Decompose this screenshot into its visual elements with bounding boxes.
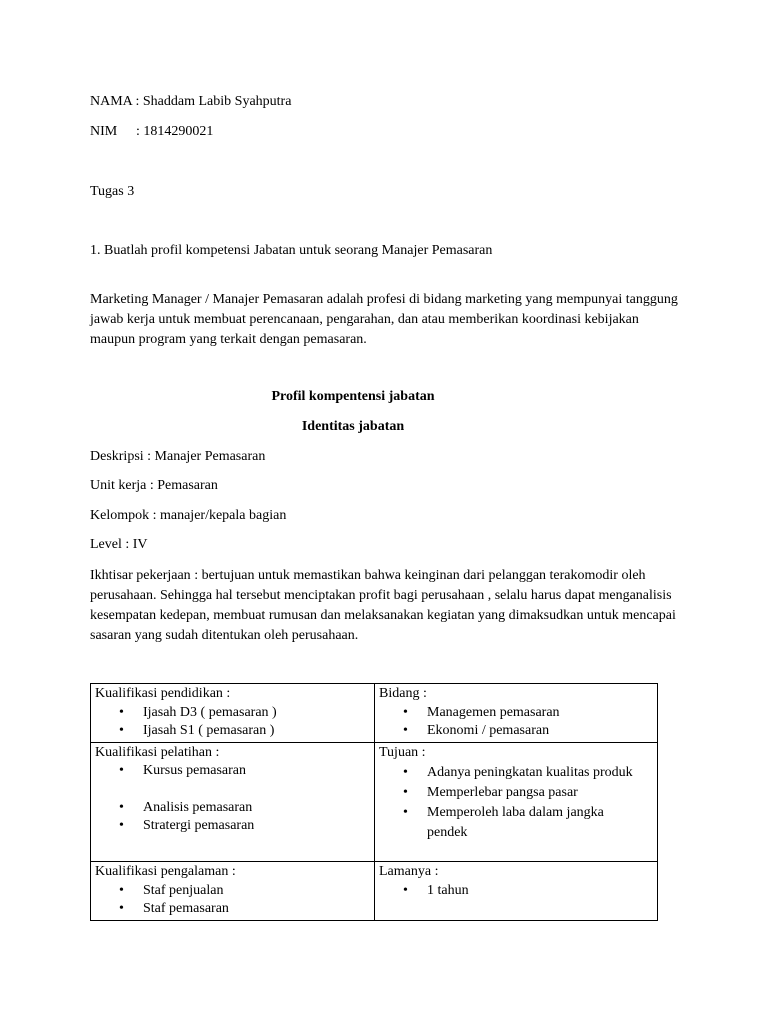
pelatihan-list-cont	[95, 799, 370, 836]
list-item: • Ijasah S1 ( pemasaran )	[143, 722, 370, 741]
list-item: • Memperlebar pangsa pasar	[427, 783, 653, 803]
list-item: • Staf penjualan	[143, 882, 370, 901]
bidang-label: Bidang :	[379, 686, 427, 701]
list-item: • Adanya peningkatan kualitas produk	[427, 763, 653, 783]
pelatihan-list	[95, 762, 370, 781]
tujuan-list	[379, 763, 653, 843]
list-item: • Ijasah D3 ( pemasaran )	[143, 704, 370, 723]
competency-table	[90, 683, 658, 921]
cell-tujuan	[375, 742, 658, 862]
bidang-list	[379, 704, 653, 741]
identity-kelompok: Kelompok : manajer/kepala bagian	[90, 508, 287, 523]
list-item: • 1 tahun	[427, 882, 653, 901]
table-row	[91, 742, 658, 862]
section-title-identitas: Identitas jabatan	[301, 419, 405, 434]
question-text: 1. Buatlah profil kompetensi Jabatan untuk seorang Manajer Pemasaran	[90, 243, 493, 258]
cell-lamanya	[375, 862, 658, 921]
pengalaman-list	[95, 882, 370, 919]
list-item: • Memperoleh laba dalam jangka pendek	[427, 803, 627, 843]
ikhtisar-label: Ikhtisar pekerjaan	[90, 568, 191, 583]
list-item: • Ekonomi / pemasaran	[427, 722, 653, 741]
identity-deskripsi: Deskripsi : Manajer Pemasaran	[90, 449, 266, 464]
ikhtisar-paragraph	[90, 566, 680, 646]
assignment-title: Tugas 3	[90, 184, 135, 199]
cell-bidang	[375, 684, 658, 743]
identity-unit-kerja: Unit kerja : Pemasaran	[90, 478, 218, 493]
student-name: NAMA : Shaddam Labib Syahputra	[90, 94, 292, 109]
identity-level: Level : IV	[90, 537, 148, 552]
nim-label: NIM	[90, 124, 118, 139]
pendidikan-list	[95, 704, 370, 741]
pelatihan-label: Kualifikasi pelatihan :	[95, 744, 220, 760]
ikhtisar-text: : bertujuan untuk memastikan bahwa keinginan dari pelanggan terakomodir oleh perusahaan. Sehingga hal tersebut menciptakan profit bagi perusahaan , selalu harus dapat menganalisis kesempatan kedepan, membuat rumusan dan melaksanakan kegiatan yang dimaksudkan untuk mencapai sasaran yang sudah ditentukan oleh perusahaan.	[90, 568, 676, 643]
section-title-profil: Profil kompentensi jabatan	[271, 389, 435, 404]
table-row	[91, 862, 658, 921]
lamanya-list	[379, 882, 653, 901]
list-item: • Kursus pemasaran	[143, 762, 370, 781]
student-nim	[90, 122, 213, 142]
cell-pengalaman	[91, 862, 375, 921]
lamanya-label: Lamanya :	[379, 864, 439, 879]
nim-value: : 1814290021	[136, 124, 214, 139]
list-item: • Analisis pemasaran	[143, 799, 370, 818]
pengalaman-label: Kualifikasi pengalaman :	[95, 864, 236, 879]
intro-paragraph: Marketing Manager / Manajer Pemasaran adalah profesi di bidang marketing yang mempunyai tanggung jawab kerja untuk membuat perencanaan, pengarahan, dan atau memberikan koordinasi kebijakan maupun program yang terkait dengan pemasaran.	[90, 292, 678, 347]
cell-pendidikan	[91, 684, 375, 743]
list-item: • Staf pemasaran	[143, 900, 370, 919]
list-item: • Managemen pemasaran	[427, 704, 653, 723]
table-row	[91, 684, 658, 743]
pendidikan-label: Kualifikasi pendidikan :	[95, 686, 231, 701]
cell-pelatihan	[91, 742, 375, 862]
list-item: • Stratergi pemasaran	[143, 817, 370, 836]
tujuan-label: Tujuan :	[379, 744, 426, 760]
